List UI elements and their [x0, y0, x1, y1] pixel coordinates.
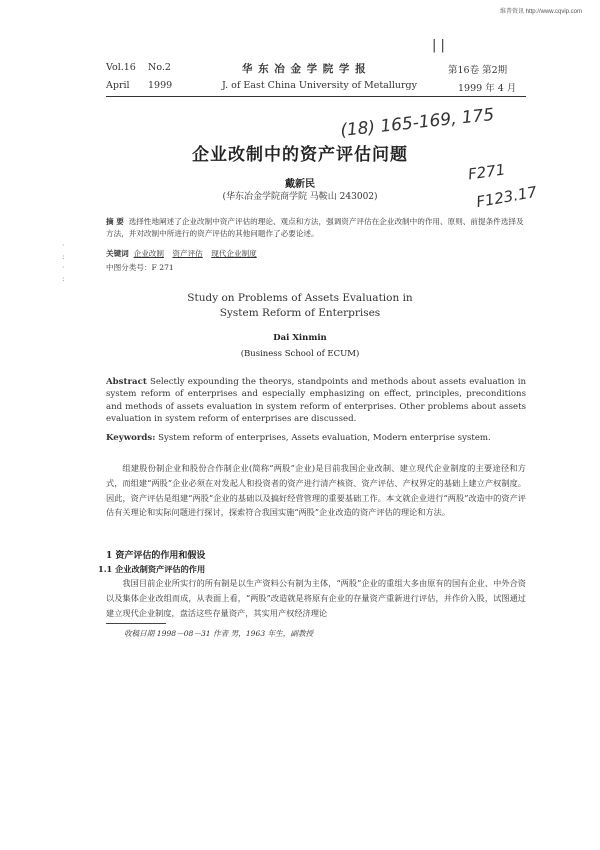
watermark: 维普资讯 http://www.cqvip.com: [499, 9, 582, 15]
scan-margin-marks: · : · :: [62, 241, 65, 283]
handwritten-page-range: (18) 165-169, 175: [339, 104, 496, 142]
affiliation-en: (Business School of ECUM): [240, 349, 360, 359]
abstract-cn-label: 摘 要: [106, 217, 124, 226]
title-cn: 企业改制中的资产评估问题: [192, 145, 408, 165]
author-en: Dai Xinmin: [273, 333, 327, 343]
abstract-cn: [106, 216, 526, 240]
header-date-cn: 1999 年 4 月: [458, 83, 517, 94]
keywords-cn: [106, 248, 263, 259]
header-no: No.2: [148, 62, 171, 73]
section-1-1-paragraph: 我国目前企业所实行的所有制是以生产资料公有制为主体，“两股”企业的重组大多由原有的国有企业、中外合资以及集体企业改组而成，从表面上看，“两股”改造就是将原有企业的存量资产重新进行评估，并作价入股，试图通过建立现代企业制度，盘活这些存量资产，其实用产权经济理论: [106, 578, 526, 618]
header-vol: Vol.16: [106, 62, 136, 73]
footnote: 收稿日期 1998－08－31 作者 男，1963 年生，副教授: [124, 629, 314, 638]
affiliation-cn: (华东冶金学院商学院 马鞍山 243002): [222, 192, 378, 202]
title-en-line-2: System Reform of Enterprises: [219, 307, 381, 319]
keyword-cn-item: 企业改制: [133, 249, 164, 258]
handwritten-class-code-1: F271: [466, 160, 507, 184]
keyword-cn-item: 资产评估: [172, 249, 203, 258]
abstract-en-label: Abstract: [106, 377, 147, 387]
handwritten-ticks: | |: [432, 38, 445, 53]
keyword-cn-item: 现代企业制度: [211, 249, 257, 258]
footnote-rule: [106, 623, 166, 624]
abstract-en-text: Selectly expounding the theorys, standpoints and methods about assets evaluation in system reform of enterprises and especially emphasizing on effect, principles, preconditions and methods of assets evaluation in system reform of enterprises. Other problems about assets evaluation in system reform of enterprises are discussed.: [106, 377, 526, 424]
header-vol-issue-cn: 第16卷 第2期: [448, 65, 508, 76]
abstract-cn-text: 选择性地阐述了企业改制中资产评估的理论、观点和方法，强调资产评估在企业改制中的作用、原则、前提条件选择及方法，并对改制中所进行的资产评估的其他问题作了必要论述。: [106, 217, 524, 238]
keywords-en: [106, 433, 526, 443]
header-rule: [106, 96, 526, 97]
abstract-en: [106, 376, 526, 425]
intro-paragraph: 组建股份制企业和股份合作制企业(简称“两股”企业)是目前我国企业改制、建立现代企业制度的主要途径和方式，而组建“两股”企业必须在对发起人和投资者的资产进行清产核资、资产评估、产权界定的基础上建立产权制度。因此，资产评估是组建“两股”企业的基础以及搞好经营管理的重要基础工作。本文就企业进行“两股”改造中的资产评估有关理论和实际问题进行探讨，探索符合我国实施“两股”企业改造的资产评估的理论和方法。: [106, 463, 526, 518]
section-1-heading: 1 资产评估的作用和假设: [106, 551, 206, 561]
header-month: April: [106, 80, 130, 91]
header-journal-cn: 华 东 冶 金 学 院 学 报: [242, 63, 367, 75]
author-cn: 戴新民: [285, 179, 315, 190]
title-en: [0, 291, 600, 321]
keywords-en-text: System reform of enterprises, Assets evaluation, Modern enterprise system.: [158, 433, 491, 443]
header-journal-en: J. of East China University of Metallurgy: [222, 80, 417, 91]
keywords-en-label: Keywords:: [106, 433, 156, 443]
keywords-cn-label: 关键词: [106, 249, 129, 258]
classification-number: 中图分类号：F 271: [106, 263, 174, 272]
title-en-line-1: Study on Problems of Assets Evaluation in: [187, 292, 413, 304]
section-1-1-heading: 1.1 企业改制资产评估的作用: [98, 564, 206, 574]
handwritten-class-code-2: F123.17: [474, 182, 539, 212]
header-year: 1999: [148, 80, 173, 91]
